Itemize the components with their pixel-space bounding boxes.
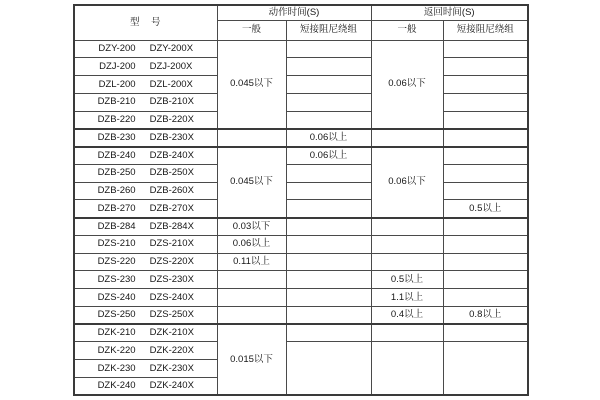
model-cell — [74, 218, 217, 236]
table-row — [74, 218, 528, 236]
action-general-cell: 0.045以下 — [217, 147, 286, 218]
model-name: DZB-260 — [97, 185, 136, 197]
relay-spec-table — [73, 4, 529, 396]
model-name: DZS-210 — [97, 238, 136, 250]
model-name-x: DZB-240X — [149, 149, 194, 161]
model-name: DZK-220 — [97, 344, 136, 356]
model-cell — [74, 147, 217, 165]
action-general-cell: 0.03以下 — [217, 218, 286, 236]
model-name: DZS-240 — [97, 291, 136, 303]
return-damping-cell — [443, 58, 528, 76]
action-damping-cell — [286, 76, 371, 94]
action-general-cell: 0.06以上 — [217, 235, 286, 253]
model-name: DZK-210 — [97, 327, 136, 339]
model-name: DZJ-200 — [99, 60, 136, 72]
header-row-groups — [74, 5, 528, 20]
return-general-cell: 0.4以上 — [371, 306, 443, 324]
return-general-cell: 0.5以上 — [371, 271, 443, 289]
model-name-x: DZB-220X — [149, 113, 194, 125]
table-row — [74, 76, 528, 94]
col-header-action-general: 一般 — [217, 20, 286, 40]
action-general-cell — [217, 129, 286, 147]
model-cell — [74, 93, 217, 111]
table-row — [74, 129, 528, 147]
model-name-x: DZY-200X — [149, 43, 194, 55]
return-damping-cell — [443, 111, 528, 129]
return-general-cell — [371, 235, 443, 253]
table-row — [74, 271, 528, 289]
model-name: DZL-200 — [98, 78, 136, 90]
model-cell — [74, 289, 217, 307]
return-damping-cell — [443, 342, 528, 395]
col-header-action-time: 动作时间(S) — [217, 5, 371, 20]
table-row — [74, 235, 528, 253]
model-cell — [74, 306, 217, 324]
model-name-x: DZS-220X — [149, 256, 194, 268]
model-name: DZK-240 — [97, 380, 136, 392]
return-general-cell: 1.1以上 — [371, 289, 443, 307]
return-general-cell — [371, 324, 443, 342]
return-damping-cell — [443, 218, 528, 236]
col-header-return-general: 一般 — [371, 20, 443, 40]
return-general-cell — [371, 342, 443, 395]
action-damping-cell — [286, 111, 371, 129]
model-name-x: DZS-240X — [149, 291, 194, 303]
model-name-x: DZS-210X — [149, 238, 194, 250]
table-row — [74, 40, 528, 58]
model-cell — [74, 40, 217, 58]
model-name-x: DZK-220X — [149, 344, 194, 356]
return-damping-cell: 0.8以上 — [443, 306, 528, 324]
model-cell — [74, 235, 217, 253]
model-name: DZS-250 — [97, 309, 136, 321]
action-damping-cell — [286, 271, 371, 289]
return-general-cell — [371, 129, 443, 147]
return-damping-cell — [443, 164, 528, 182]
model-name: DZB-230 — [97, 131, 136, 143]
model-cell — [74, 200, 217, 218]
action-damping-cell — [286, 40, 371, 58]
model-cell — [74, 360, 217, 378]
return-general-cell — [371, 253, 443, 271]
return-damping-cell — [443, 147, 528, 165]
table-row — [74, 58, 528, 76]
action-general-cell — [217, 306, 286, 324]
action-damping-cell — [286, 182, 371, 200]
table-row — [74, 111, 528, 129]
model-cell — [74, 253, 217, 271]
return-general-cell — [371, 218, 443, 236]
return-damping-cell — [443, 235, 528, 253]
action-damping-cell — [286, 200, 371, 218]
action-general-cell — [217, 271, 286, 289]
action-damping-cell — [286, 93, 371, 111]
model-cell — [74, 271, 217, 289]
col-header-model: 型 号 — [74, 5, 217, 40]
model-cell — [74, 324, 217, 342]
model-name-x: DZK-230X — [149, 362, 194, 374]
model-name-x: DZK-210X — [149, 327, 194, 339]
action-general-cell: 0.015以下 — [217, 324, 286, 395]
table-row — [74, 342, 528, 360]
table-row — [74, 164, 528, 182]
action-general-cell: 0.045以下 — [217, 40, 286, 129]
model-name-x: DZB-260X — [149, 185, 194, 197]
model-name: DZY-200 — [98, 43, 136, 55]
return-damping-cell — [443, 324, 528, 342]
model-name-x: DZS-230X — [149, 273, 194, 285]
action-general-cell — [217, 289, 286, 307]
model-cell — [74, 111, 217, 129]
table-row — [74, 324, 528, 342]
return-general-cell: 0.06以下 — [371, 147, 443, 218]
model-cell — [74, 58, 217, 76]
action-damping-cell — [286, 289, 371, 307]
return-damping-cell — [443, 253, 528, 271]
model-name-x: DZB-270X — [149, 202, 194, 214]
action-damping-cell — [286, 253, 371, 271]
model-name-x: DZK-240X — [149, 380, 194, 392]
model-cell — [74, 182, 217, 200]
action-damping-cell — [286, 324, 371, 342]
col-header-return-damping: 短接阻尼绕组 — [443, 20, 528, 40]
model-name: DZK-230 — [97, 362, 136, 374]
table-row — [74, 147, 528, 165]
return-damping-cell — [443, 182, 528, 200]
model-name-x: DZS-250X — [149, 309, 194, 321]
table-row — [74, 182, 528, 200]
return-damping-cell — [443, 76, 528, 94]
return-damping-cell — [443, 40, 528, 58]
col-header-return-time: 返回时间(S) — [371, 5, 528, 20]
model-cell — [74, 76, 217, 94]
model-cell — [74, 377, 217, 395]
model-name: DZB-284 — [97, 220, 136, 232]
model-cell — [74, 342, 217, 360]
col-header-action-damping: 短接阻尼绕组 — [286, 20, 371, 40]
model-name: DZB-270 — [97, 202, 136, 214]
return-damping-cell — [443, 289, 528, 307]
action-damping-cell — [286, 342, 371, 395]
action-damping-cell — [286, 58, 371, 76]
model-name-x: DZJ-200X — [149, 60, 193, 72]
action-damping-cell — [286, 235, 371, 253]
return-damping-cell — [443, 129, 528, 147]
model-name: DZS-230 — [97, 273, 136, 285]
model-name: DZS-220 — [97, 256, 136, 268]
action-damping-cell: 0.06以上 — [286, 147, 371, 165]
table-row — [74, 306, 528, 324]
model-name: DZB-250 — [97, 167, 136, 179]
table-row — [74, 289, 528, 307]
return-damping-cell — [443, 93, 528, 111]
table-row — [74, 200, 528, 218]
return-damping-cell: 0.5以上 — [443, 200, 528, 218]
action-damping-cell: 0.06以上 — [286, 129, 371, 147]
action-general-cell: 0.11以上 — [217, 253, 286, 271]
action-damping-cell — [286, 218, 371, 236]
model-name: DZB-220 — [97, 113, 136, 125]
return-damping-cell — [443, 271, 528, 289]
model-cell — [74, 129, 217, 147]
action-damping-cell — [286, 164, 371, 182]
model-name-x: DZB-230X — [149, 131, 194, 143]
table-row — [74, 93, 528, 111]
model-name-x: DZB-210X — [149, 96, 194, 108]
model-name-x: DZL-200X — [149, 78, 193, 90]
model-name: DZB-210 — [97, 96, 136, 108]
table-row — [74, 253, 528, 271]
model-name: DZB-240 — [97, 149, 136, 161]
return-general-cell: 0.06以下 — [371, 40, 443, 129]
model-name-x: DZB-284X — [149, 220, 194, 232]
model-cell — [74, 164, 217, 182]
action-damping-cell — [286, 306, 371, 324]
model-name-x: DZB-250X — [149, 167, 194, 179]
